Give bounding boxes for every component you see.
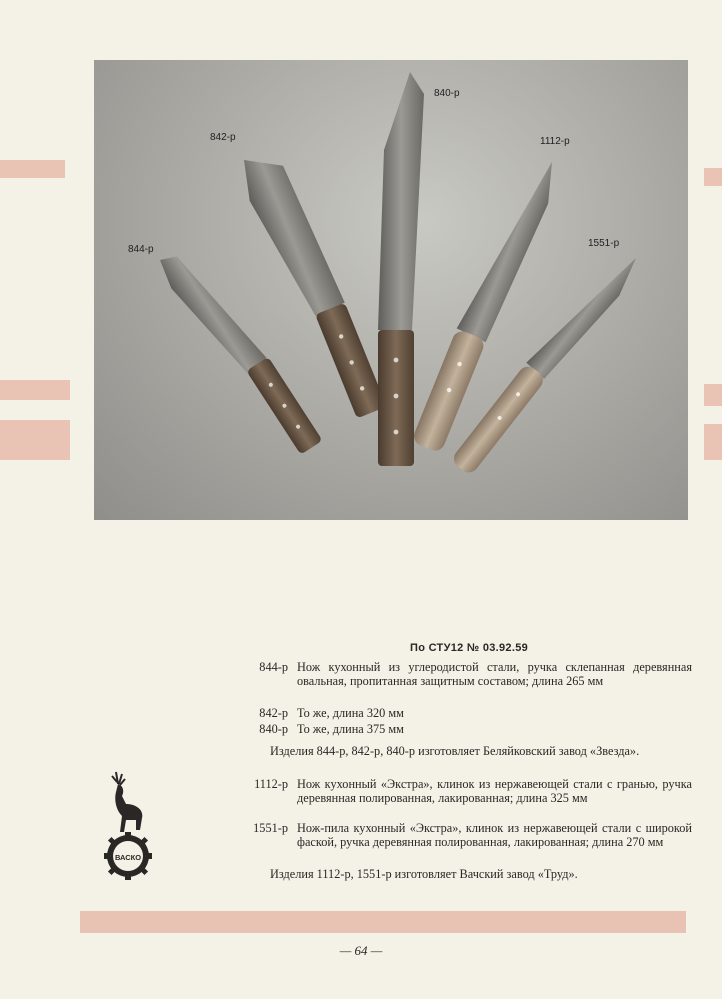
edge-strip-left-3 xyxy=(0,420,70,460)
entry-description: То же, длина 375 мм xyxy=(297,722,404,736)
entry-1551 xyxy=(240,821,692,849)
logo-text: ВАСКО xyxy=(114,853,142,862)
entry-840 xyxy=(240,722,692,736)
knife-label-1551: 1551-р xyxy=(588,238,620,249)
entry-description: То же, длина 320 мм xyxy=(297,706,404,720)
knife-label-1112: 1112-р xyxy=(540,136,570,147)
entry-1112 xyxy=(240,777,692,805)
manufacturer-note-2: Изделия 1112-р, 1551-р изготовляет Вачский завод «Труд». xyxy=(270,867,578,881)
footer-band xyxy=(80,911,686,933)
knives-illustration xyxy=(94,60,688,520)
entry-code: 844-р xyxy=(259,660,288,674)
entry-code: 1551-р xyxy=(253,821,288,835)
entry-description: Нож кухонный «Экстра», клинок из нержавеющей стали с гранью, ручка деревянная полированная, лакированная; длина 325 мм xyxy=(297,777,692,806)
edge-strip-right-1 xyxy=(704,168,722,186)
manufacturer-logo xyxy=(96,770,158,880)
deer-emblem-icon xyxy=(96,770,158,880)
knife-label-842: 842-р xyxy=(210,132,236,143)
edge-strip-left-1 xyxy=(0,160,65,178)
entry-description: Нож-пила кухонный «Экстра», клинок из нержавеющей стали с широкой фаской, ручка деревянная полированная, лакированная; длина 270 мм xyxy=(297,821,692,850)
knife-label-844: 844-р xyxy=(128,244,154,255)
entry-code: 842-р xyxy=(259,706,288,720)
edge-strip-right-2 xyxy=(704,384,722,406)
standard-reference: По СТУ12 № 03.92.59 xyxy=(410,642,529,654)
entry-844 xyxy=(240,660,692,688)
entry-code: 840-р xyxy=(259,722,288,736)
edge-strip-right-3 xyxy=(704,424,722,460)
knife-1112 xyxy=(411,152,563,456)
entry-description: Нож кухонный из углеродистой стали, ручка склепанная деревянная овальная, пропитанная защитным составом; длина 265 мм xyxy=(297,660,692,689)
knife-1551 xyxy=(450,244,644,480)
knife-840 xyxy=(378,72,424,466)
entry-code: 1112-р xyxy=(254,777,288,791)
page-number: — 64 — xyxy=(339,943,383,958)
manufacturer-note-1: Изделия 844-р, 842-р, 840-р изготовляет Беляйковский завод «Звезда». xyxy=(270,744,640,758)
knife-label-840: 840-р xyxy=(434,88,460,99)
knives-photo xyxy=(94,60,688,520)
entry-842 xyxy=(240,706,692,720)
edge-strip-left-2 xyxy=(0,380,70,400)
